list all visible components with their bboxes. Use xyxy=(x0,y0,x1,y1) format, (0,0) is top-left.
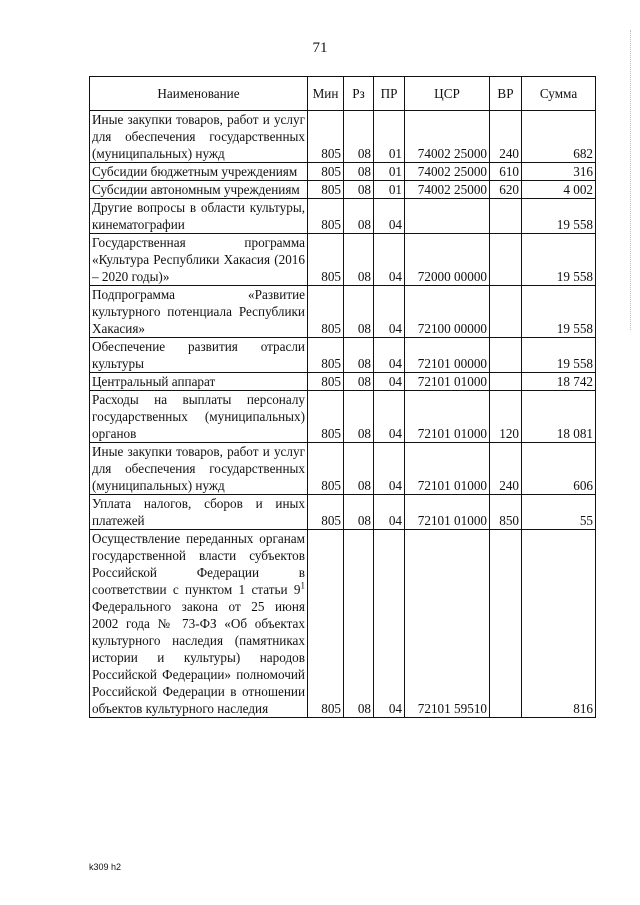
row-pr: 04 xyxy=(374,495,405,530)
table-row xyxy=(90,495,596,530)
row-sum: 816 xyxy=(522,530,596,718)
row-name: Подпрограмма «Развитие культурного потенциала Республики Хакасия» xyxy=(90,286,308,338)
header-pr: ПР xyxy=(374,77,405,111)
row-min: 805 xyxy=(308,495,344,530)
row-vr xyxy=(490,338,522,373)
header-vr: ВР xyxy=(490,77,522,111)
row-csr: 72101 01000 xyxy=(405,391,490,443)
row-csr: 72101 01000 xyxy=(405,373,490,391)
row-vr: 240 xyxy=(490,443,522,495)
row-vr xyxy=(490,234,522,286)
row-pr: 04 xyxy=(374,286,405,338)
row-pr: 04 xyxy=(374,234,405,286)
row-vr: 620 xyxy=(490,181,522,199)
table-row xyxy=(90,286,596,338)
header-sum: Сумма xyxy=(522,77,596,111)
table-row xyxy=(90,234,596,286)
row-sum: 18 742 xyxy=(522,373,596,391)
table-row xyxy=(90,391,596,443)
row-min: 805 xyxy=(308,286,344,338)
row-min: 805 xyxy=(308,234,344,286)
row-vr xyxy=(490,286,522,338)
row-csr: 72101 01000 xyxy=(405,495,490,530)
row-rz: 08 xyxy=(344,286,374,338)
row-pr: 01 xyxy=(374,111,405,163)
row-sum: 18 081 xyxy=(522,391,596,443)
row-csr xyxy=(405,199,490,234)
row-csr: 74002 25000 xyxy=(405,163,490,181)
row-rz: 08 xyxy=(344,530,374,718)
row-name-superscript: 1 xyxy=(300,580,305,591)
row-sum: 606 xyxy=(522,443,596,495)
row-rz: 08 xyxy=(344,338,374,373)
row-name: Иные закупки товаров, работ и услуг для обеспечения государственных (муниципальных) нужд xyxy=(90,443,308,495)
table-row xyxy=(90,111,596,163)
row-sum: 55 xyxy=(522,495,596,530)
row-pr: 04 xyxy=(374,443,405,495)
row-name: Государственная программа «Культура Республики Хакасия (2016 – 2020 годы)» xyxy=(90,234,308,286)
row-name-part2: Федерального закона от 25 июня 2002 года № 73-ФЗ «Об объектах культурного наследия (памятниках истории и культуры) народов Российской Федерации» полномочий Российской Федерации в отношении объектов культурного наследия xyxy=(92,599,305,716)
header-csr: ЦСР xyxy=(405,77,490,111)
row-csr: 72100 00000 xyxy=(405,286,490,338)
row-csr: 72101 00000 xyxy=(405,338,490,373)
table-row xyxy=(90,199,596,234)
row-csr: 74002 25000 xyxy=(405,111,490,163)
row-name: Иные закупки товаров, работ и услуг для обеспечения государственных (муниципальных) нужд xyxy=(90,111,308,163)
row-sum: 19 558 xyxy=(522,338,596,373)
row-min: 805 xyxy=(308,181,344,199)
row-vr: 850 xyxy=(490,495,522,530)
table-row-last xyxy=(90,530,596,718)
table-row xyxy=(90,163,596,181)
row-name: Субсидии бюджетным учреждениям xyxy=(90,163,308,181)
scan-edge-marks xyxy=(630,30,635,330)
row-csr: 74002 25000 xyxy=(405,181,490,199)
row-min: 805 xyxy=(308,111,344,163)
row-name-part1: Осуществление переданных органам государственной власти субъектов Российской Федерации в соответствии с пунктом 1 статьи 9 xyxy=(92,531,305,597)
row-vr xyxy=(490,530,522,718)
row-name: Субсидии автономным учреждениям xyxy=(90,181,308,199)
table-row xyxy=(90,338,596,373)
row-rz: 08 xyxy=(344,111,374,163)
row-min: 805 xyxy=(308,530,344,718)
header-name: Наименование xyxy=(90,77,308,111)
page-number: 71 xyxy=(312,40,328,56)
row-csr: 72101 59510 xyxy=(405,530,490,718)
row-sum: 19 558 xyxy=(522,234,596,286)
row-min: 805 xyxy=(308,391,344,443)
row-min: 805 xyxy=(308,338,344,373)
budget-table xyxy=(89,76,596,718)
row-sum: 682 xyxy=(522,111,596,163)
row-min: 805 xyxy=(308,443,344,495)
row-min: 805 xyxy=(308,163,344,181)
table-row xyxy=(90,443,596,495)
row-sum: 316 xyxy=(522,163,596,181)
row-sum: 19 558 xyxy=(522,199,596,234)
row-vr: 610 xyxy=(490,163,522,181)
row-vr: 240 xyxy=(490,111,522,163)
row-name xyxy=(90,530,308,718)
row-vr: 120 xyxy=(490,391,522,443)
row-csr: 72101 01000 xyxy=(405,443,490,495)
row-rz: 08 xyxy=(344,391,374,443)
row-pr: 04 xyxy=(374,373,405,391)
row-pr: 01 xyxy=(374,181,405,199)
row-pr: 04 xyxy=(374,338,405,373)
row-min: 805 xyxy=(308,373,344,391)
row-pr: 01 xyxy=(374,163,405,181)
row-vr xyxy=(490,373,522,391)
row-rz: 08 xyxy=(344,373,374,391)
row-rz: 08 xyxy=(344,181,374,199)
row-sum: 4 002 xyxy=(522,181,596,199)
row-vr xyxy=(490,199,522,234)
row-rz: 08 xyxy=(344,443,374,495)
table-row xyxy=(90,181,596,199)
table-header-row xyxy=(90,77,596,111)
header-rz: Рз xyxy=(344,77,374,111)
row-rz: 08 xyxy=(344,495,374,530)
row-name: Другие вопросы в области культуры, кинематографии xyxy=(90,199,308,234)
row-name: Центральный аппарат xyxy=(90,373,308,391)
header-min: Мин xyxy=(308,77,344,111)
row-min: 805 xyxy=(308,199,344,234)
row-name: Расходы на выплаты персоналу государственных (муниципальных) органов xyxy=(90,391,308,443)
row-pr: 04 xyxy=(374,199,405,234)
footer-code: k309 h2 xyxy=(89,862,122,872)
row-rz: 08 xyxy=(344,199,374,234)
row-name: Уплата налогов, сборов и иных платежей xyxy=(90,495,308,530)
row-rz: 08 xyxy=(344,234,374,286)
row-csr: 72000 00000 xyxy=(405,234,490,286)
row-name: Обеспечение развития отрасли культуры xyxy=(90,338,308,373)
table-row xyxy=(90,373,596,391)
row-pr: 04 xyxy=(374,391,405,443)
row-pr: 04 xyxy=(374,530,405,718)
row-sum: 19 558 xyxy=(522,286,596,338)
row-rz: 08 xyxy=(344,163,374,181)
